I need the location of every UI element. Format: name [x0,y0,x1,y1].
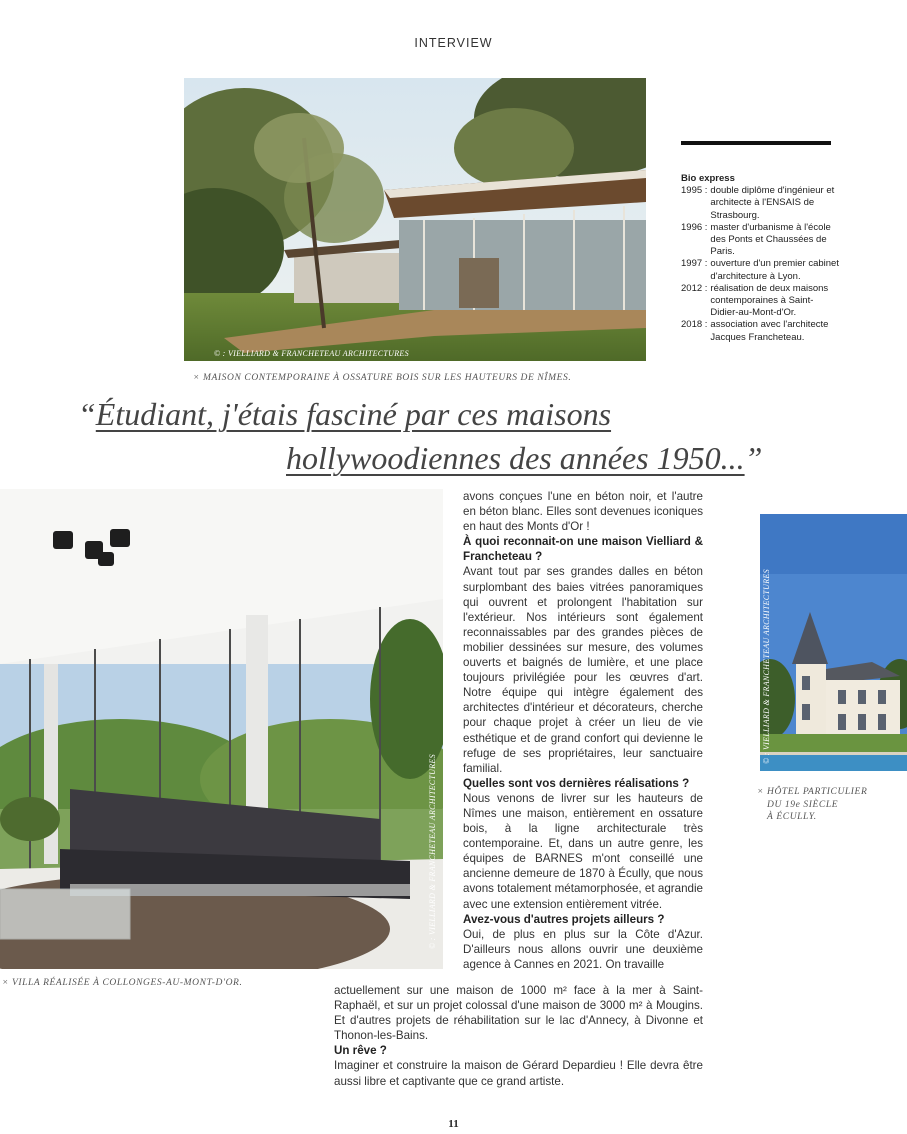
answer-paragraph: Nous venons de livrer sur les hauteurs de Nîmes une maison, entièrement en ossature bois, à la ligne architecturale très contemporaine. Et, dans un autre genre, les équipes de BARNES m'ont conseillé une ancienne demeure de 1870 à Écully, que nous avons totalement métamorphosée, et agrandie avec une extension entièrement vitrée. [463,791,703,911]
question-heading: Quelles sont vos dernières réalisations ? [463,776,690,790]
bio-year: 1995 : [681,185,708,197]
photo-caption-collonges: × VILLA RÉALISÉE À COLLONGES-AU-MONT-D'OR. [2,978,243,988]
photo-collonges-villa [0,489,443,969]
bio-item [681,185,841,222]
photo-caption-nimes: × MAISON CONTEMPORAINE À OSSATURE BOIS SUR LES HAUTEURS DE NÎMES. [193,373,572,383]
interior-illustration [0,489,443,969]
bio-item [681,258,841,282]
photo-ecully-mansion [760,514,907,771]
quote-open-mark: “ [78,396,96,432]
bio-year: 2012 : [681,282,708,294]
caption-line: DU 19e SIÈCLE [767,799,839,810]
quote-text-1: Étudiant, j'étais fasciné par ces maisons [95,396,612,432]
photo-credit: © : VIELLIARD & FRANCHETEAU ARCHITECTURES [214,349,409,358]
article-paragraph: avons conçues l'une en béton noir, et l'autre en béton blanc. Elles sont devenues iconiques en haut des Monts d'Or ! [463,490,703,534]
bio-divider [681,141,831,145]
bio-text: ouverture d'un premier cabinet d'architecture à Lyon. [710,258,839,282]
bio-text: association avec l'architecte Jacques Francheteau. [710,319,829,343]
bio-text: réalisation de deux maisons contemporaines à Saint-Didier-au-Mont-d'Or. [710,282,829,319]
bio-item [681,283,841,320]
photo-nimes-house [184,78,646,361]
bio-year: 2018 : [681,319,708,331]
photo-credit: © : VIELLIARD & FRANCHETEAU ARCHITECTURES [762,569,771,764]
house-illustration [184,78,646,361]
bio-year: 1997 : [681,258,708,270]
quote-close-mark: ” [744,440,763,476]
bio-express [681,173,841,344]
caption-line: À ÉCULLY. [767,812,817,822]
bio-item [681,222,841,259]
photo-credit: © : VIELLIARD & FRANCHETEAU ARCHITECTURES [428,754,437,949]
pull-quote-line1 [78,392,611,436]
mansion-illustration [760,514,907,771]
caption-line: × HÔTEL PARTICULIER [757,787,868,797]
bio-text: master d'urbanisme à l'école des Ponts et Chaussées de Paris. [710,221,831,258]
answer-paragraph: actuellement sur une maison de 1000 m² face à la mer à Saint-Raphaël, et sur un projet colossal d'une maison de 3000 m² à Mougins. Et d'autres projets de réhabilitation sur le lac d'Annecy, à Divonne et Thonon-les-Bains. [334,984,703,1043]
page-number: 11 [448,1118,459,1130]
answer-paragraph: Imaginer et construire la maison de Gérard Depardieu ! Elle devra être aussi libre et captivante que ce grand artiste. [334,1059,703,1088]
bio-year: 1996 : [681,221,708,233]
bio-title: Bio express [681,173,735,184]
article-column [463,489,703,972]
quote-text-2: hollywoodiennes des années 1950... [286,440,745,476]
answer-paragraph: Avant tout par ses grandes dalles en béton surplombant des baies vitrées panoramiques qui ouvrent et prolongent l'habitation sur l'extérieur. Nos intérieurs sont également reconnaissables par des grandes pièces de mobilier dessinées sur mesure, des volumes ouverts et baignés de lumière, et une place toujours privilégiée pour les œuvres d'art. Notre équipe qui intègre également des architectes d'intérieur et décorateurs, cherche pour chaque projet à créer un lieu de vie esthétique et de grand confort qui devienne le refuge de ses propriétaires, leur sanctuaire familial. [463,565,703,775]
bio-item [681,319,841,343]
question-heading: Un rêve ? [334,1044,387,1058]
question-heading: À quoi reconnait-on une maison Vielliard & Francheteau ? [463,535,703,564]
bio-text: double diplôme d'ingénieur et architecte à l'ENSAIS de Strasbourg. [710,185,835,221]
answer-paragraph: Oui, de plus en plus sur la Côte d'Azur. D'ailleurs nous allons ouvrir une deuxième agence à Cannes en 2021. On travaille [463,927,703,971]
question-heading: Avez-vous d'autres projets ailleurs ? [463,912,665,926]
photo-caption-ecully [757,786,867,824]
article-column-wide [334,983,703,1089]
section-header: INTERVIEW [414,36,493,50]
pull-quote-line2 [286,436,762,480]
